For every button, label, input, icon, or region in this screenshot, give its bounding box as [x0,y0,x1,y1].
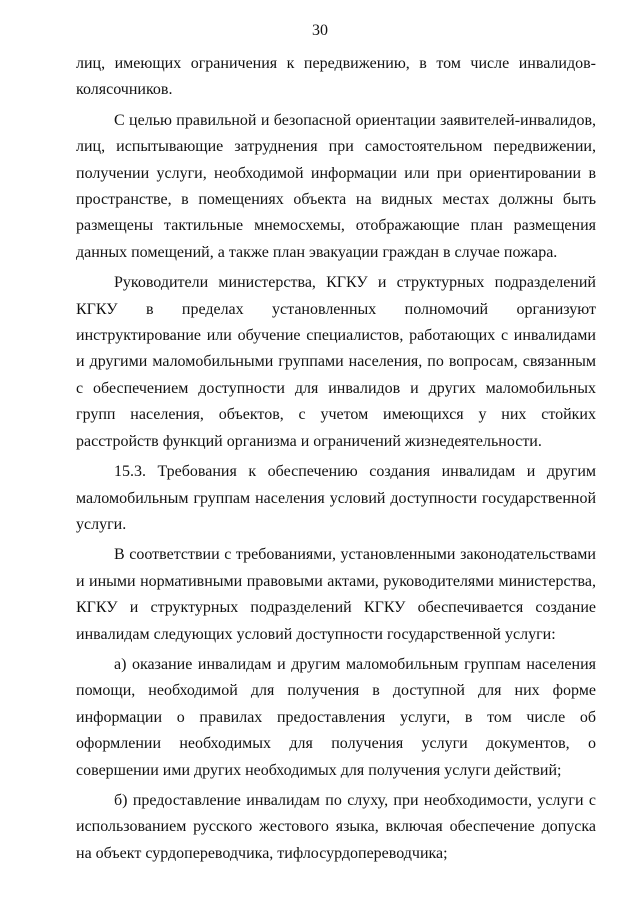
page-number: 30 [312,22,328,39]
section-heading-paragraph: 15.3. Требования к обеспечению создания инвалидам и другим маломобильным группам населения условий доступности государственной услуги. [76,463,596,533]
paragraph: лиц, имеющих ограничения к передвижению, в том числе инвалидов-колясочников. [76,55,596,99]
paragraph: Руководители министерства, КГКУ и структурных подразделений КГКУ в пределах установленных полномочий организуют инструктирование или обучение специалистов, работающих с инвалидами и другими маломобильными группами населения, по вопросам, связанным с обеспечением доступности для инвалидов и других маломобильных групп населения, объектов, с учетом имеющихся у них стойких расстройств функций организма и ограничений жизнедеятельности. [76,274,596,450]
list-item-a: а) оказание инвалидам и другим маломобильным группам населения помощи, необходимой для получения в доступной для них форме информации о правилах предоставления услуги, в том числе об оформлении необходимых для получения услуги документов, о совершении ими других необходимых для получения услуги действий; [76,655,596,779]
paragraph: С целью правильной и безопасной ориентации заявителей-инвалидов, лиц, испытывающие затруднения при самостоятельном передвижении, получении услуги, необходимой информации или при ориентировании в пространстве, в помещениях объекта на видных местах должны быть размещены тактильные мнемосхемы, отображающие план размещения данных помещений, а также план эвакуации граждан в случае пожара. [76,111,596,261]
list-item-b: б) предоставление инвалидам по слуху, при необходимости, услуги с использованием русского жестового языка, включая обеспечение допуска на объект сурдопереводчика, тифлосурдопереводчика; [76,791,596,862]
paragraph: В соответствии с требованиями, установленными законодательствами и иными нормативными правовыми актами, руководителями министерства, КГКУ и структурных подразделений КГКУ обеспечивается создание инвалидам следующих условий доступности государственной услуги: [76,546,596,643]
document-body [76,51,596,871]
